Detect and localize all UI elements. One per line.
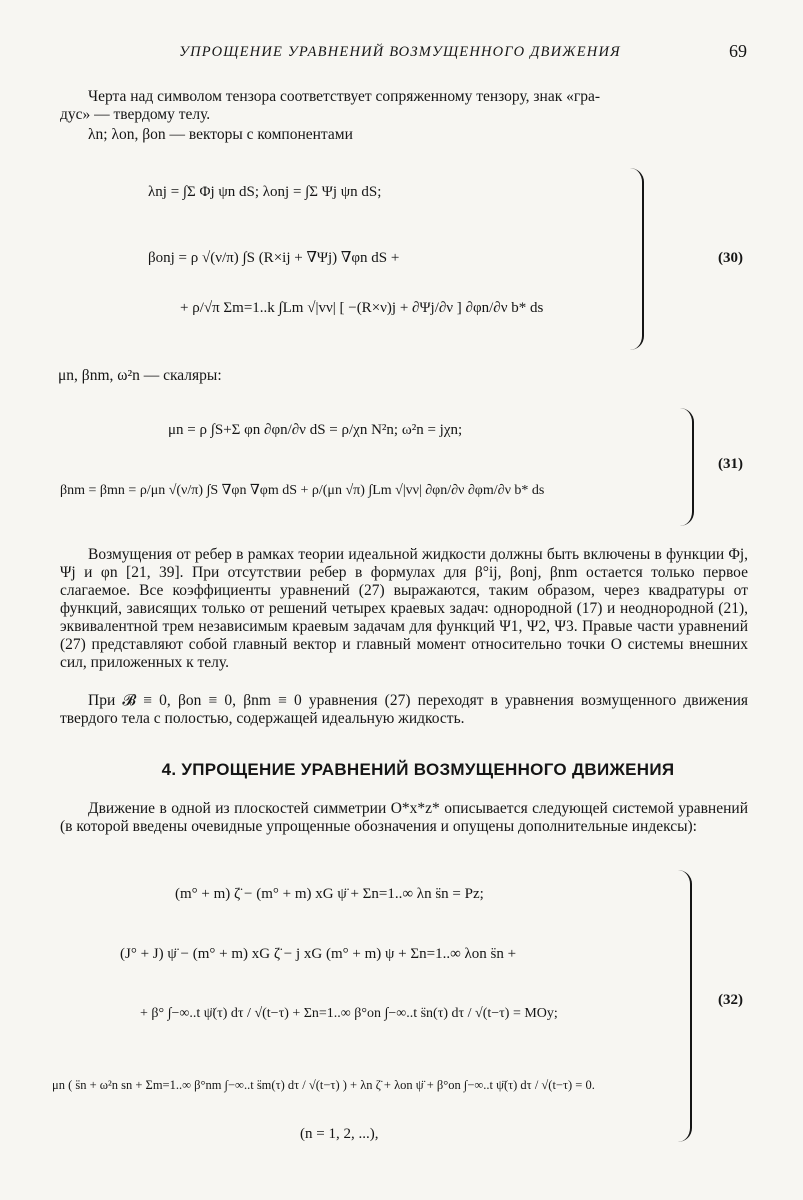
eq32-line-1: (m° + m) ζ̈ − (m° + m) xG ψ̈ + Σn=1..∞ λn s̈n = Pz; [175, 886, 484, 902]
running-title: УПРОЩЕНИЕ УРАВНЕНИЙ ВОЗМУЩЕННОГО ДВИЖЕНИЯ [179, 44, 621, 60]
eq31-line-2: βnm = βmn = ρ/μn √(ν/π) ∫S ∇φn ∇φm dS + ρ/(μn √π) ∫Lm √|vν| ∂φn/∂ν ∂φm/∂ν b* ds [60, 483, 545, 498]
eq32-line-3: + β° ∫−∞..t ψ̈(τ) dτ / √(t−τ) + Σn=1..∞ β°on ∫−∞..t s̈n(τ) dτ / √(t−τ) = MOy; [140, 1006, 558, 1021]
eq32-line-4: μn ( s̈n + ω²n sn + Σm=1..∞ β°nm ∫−∞..t s̈m(τ) dτ / √(t−τ) ) + λn ζ̈ + λon ψ̈ + β°on ∫−∞..t ψ̈(τ) dτ / √(t−τ) = 0. [52, 1078, 595, 1092]
eq32-line-5: (n = 1, 2, ...), [300, 1126, 379, 1142]
page-number: 69 [729, 41, 747, 61]
intro-line-3: λn; λon, βon — векторы с компонентами [88, 126, 353, 143]
eq31-number: (31) [718, 456, 743, 472]
eq31-line-1: μn = ρ ∫S+Σ φn ∂φn/∂ν dS = ρ/χn N²n; ω²n = jχn; [168, 422, 463, 438]
intro-line-1: Черта над символом тензора соответствует сопряженному тензору, знак «гра- [88, 88, 601, 105]
eq30-brace [628, 168, 644, 350]
paragraph-limit-case: При 𝓑 ≡ 0, βon ≡ 0, βnm ≡ 0 уравнения (27) переходят в уравнения возмущенного движения твердого тела с полостью, содержащей идеальную жидкость. [60, 692, 748, 727]
section-title: 4. УПРОЩЕНИЕ УРАВНЕНИЙ ВОЗМУЩЕННОГО ДВИЖЕНИЯ [161, 760, 675, 779]
eq30-line-2: βonj = ρ √(ν/π) ∫S (R×ij + ∇Ψj) ∇φn dS + [148, 250, 400, 266]
eq30-line-3: + ρ/√π Σm=1..k ∫Lm √|vν| [ −(R×ν)j + ∂Ψj/∂ν ] ∂φn/∂ν b* ds [180, 300, 544, 316]
intro-line-2: дус» — твердому телу. [60, 106, 211, 123]
eq30-number: (30) [718, 250, 743, 266]
scalars-intro: μn, βnm, ω²n — скаляры: [58, 367, 222, 384]
eq32-brace [676, 870, 692, 1142]
eq32-number: (32) [718, 992, 743, 1008]
eq30-line-1: λnj = ∫Σ Φj ψn dS; λonj = ∫Σ Ψj ψn dS; [148, 184, 382, 200]
eq32-line-2: (J° + J) ψ̈ − (m° + m) xG ζ̈ − j xG (m° + m) ψ + Σn=1..∞ λon s̈n + [120, 946, 517, 962]
paragraph-system-intro: Движение в одной из плоскостей симметрии O*x*z* описывается следующей системой уравнений (в которой введены очевидные упрощенные обозначения и опущены дополнительные индексы): [60, 800, 748, 835]
paragraph-edges: Возмущения от ребер в рамках теории идеальной жидкости должны быть включены в функции Φj, Ψj и φn [21, 39]. При отсутствии ребер в формулах для β°ij, βonj, βnm остается только первое слагаемое. Все коэффициенты уравнений (27) выражаются, таким образом, через квадратуры от функций, зависящих только от решений четырех краевых задач: однородной (17) и неоднородной (21), эквивалентной трем независимым краевым задачам для функций Ψ1, Ψ2, Ψ3. Правые части уравнений (27) представляют собой главный вектор и главный момент относительно точки O системы внешних сил, приложенных к телу. [60, 546, 748, 671]
eq31-brace [680, 408, 694, 526]
